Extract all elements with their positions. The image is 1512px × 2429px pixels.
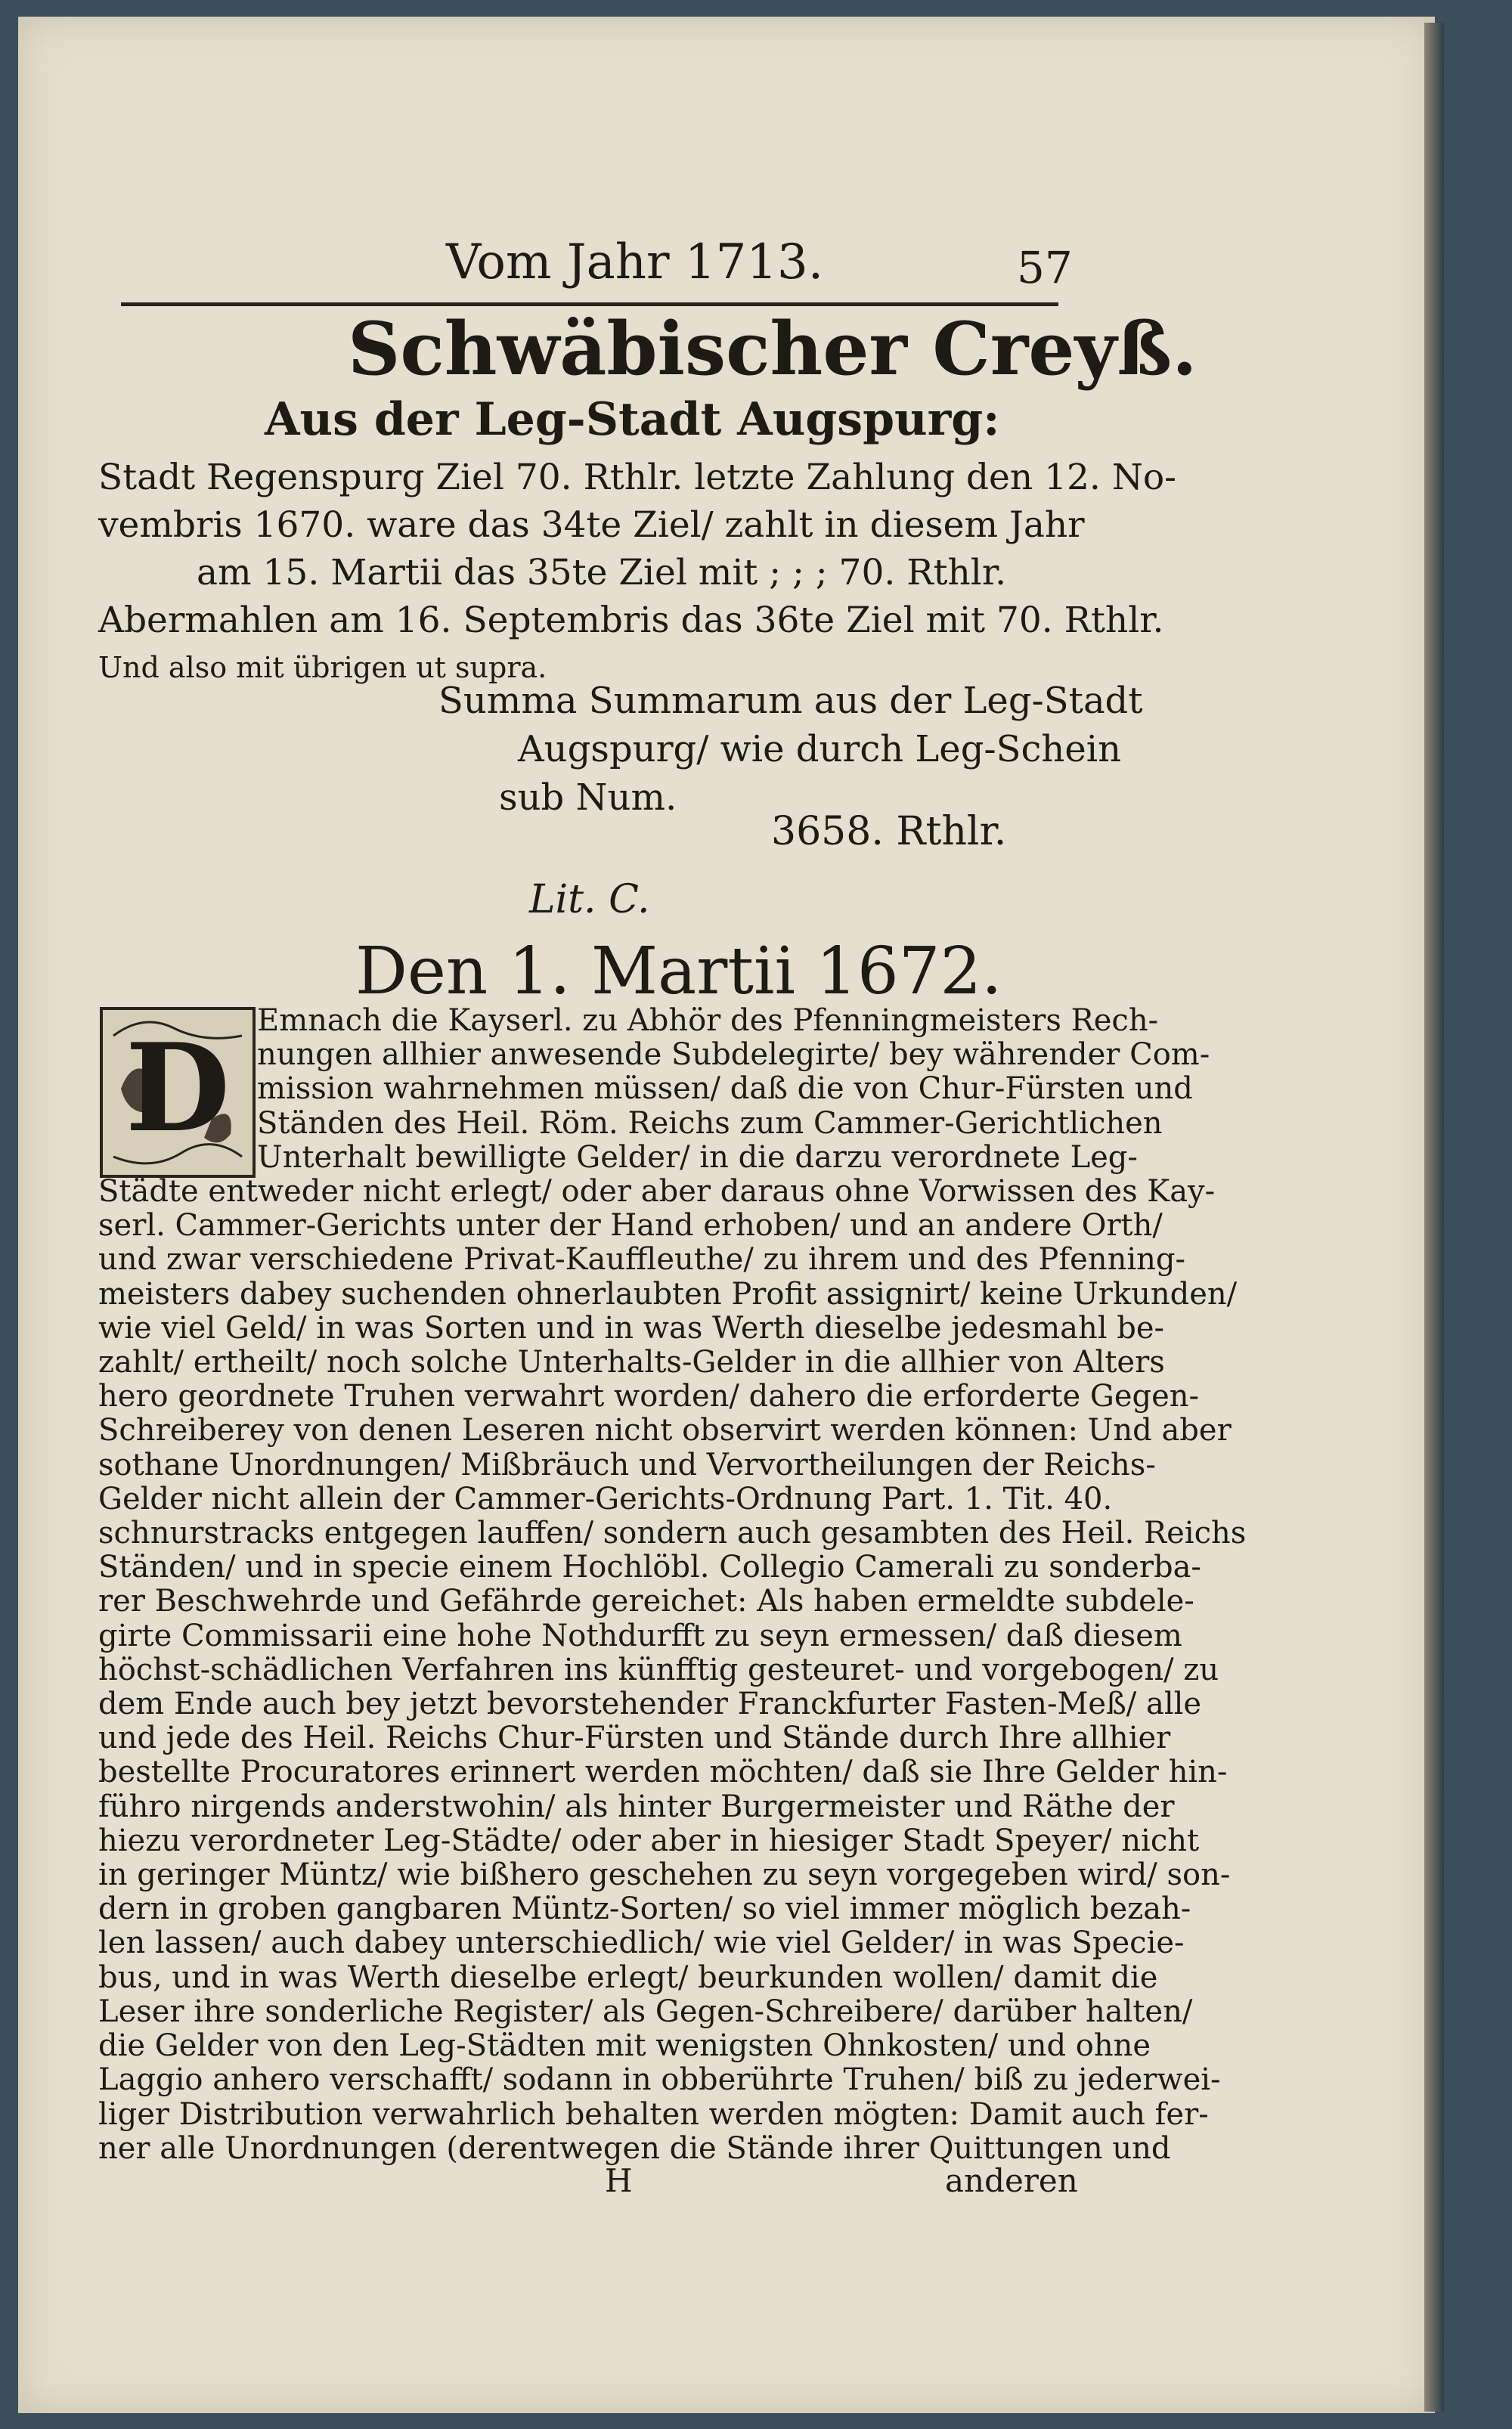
summa-line: Summa Summarum aus der Leg-Stadt (438, 680, 1143, 722)
article-line: Unterhalt bewilligte Gelder/ in die darzu verordnete Leg- (257, 1139, 1138, 1175)
article-line: Gelder nicht allein der Cammer-Gerichts-Ordnung Part. 1. Tit. 40. (98, 1481, 1113, 1517)
article-line: schnurstracks entgegen lauffen/ sondern auch gesambten des Heil. Reichs (98, 1516, 1247, 1551)
article-line: ner alle Unordnungen (derentwegen die Stände ihrer Quittungen und (98, 2130, 1171, 2166)
article-line: rer Beschwehrde und Gefährde gereichet: Als haben ermeldte subdele- (98, 1584, 1194, 1619)
article-body (98, 1003, 1247, 2166)
article-line: hiezu verordneter Leg-Städte/ oder aber in hiesiger Stadt Speyer/ nicht (98, 1823, 1200, 1858)
article-line: höchst-schädlichen Verfahren ins künfftig gesteuret- und vorgebogen/ zu (98, 1652, 1219, 1687)
article-line: serl. Cammer-Gerichts unter der Hand erhoben/ und an andere Orth/ (98, 1208, 1163, 1244)
running-title: Vom Jahr 1713. (446, 234, 824, 290)
article-line: nungen allhier anwesende Subdelegirte/ bey währender Com- (257, 1037, 1210, 1073)
article-line: meisters dabey suchenden ohnerlaubten Profit assignirt/ keine Urkunden/ (98, 1276, 1238, 1312)
article-line: dern in groben gangbaren Müntz-Sorten/ so viel immer möglich bezah- (98, 1891, 1191, 1927)
initial-letter: D (125, 1017, 231, 1159)
article-line: bus, und in was Werth dieselbe erlegt/ beurkunden wollen/ damit die (98, 1960, 1158, 1995)
summa-amount: 3658. Rthlr. (771, 809, 1007, 854)
article-line: Ständen/ und in specie einem Hochlöbl. Collegio Camerali zu sonderba- (98, 1550, 1201, 1585)
article-line: Ständen des Heil. Röm. Reichs zum Cammer-Gerichtlichen (257, 1105, 1163, 1141)
article-line: die Gelder von den Leg-Städten mit wenigsten Ohnkosten/ und ohne (98, 2028, 1151, 2064)
article-line: Laggio anhero verschafft/ sodann in obberührte Truhen/ biß zu jederwei- (98, 2062, 1221, 2098)
summa-line: Augspurg/ wie durch Leg-Schein (518, 728, 1121, 770)
article-line: dem Ende auch bey jetzt bevorstehender Franckfurter Fasten-Meß/ alle (98, 1687, 1202, 1722)
article-line: Leser ihre sonderliche Register/ als Gegen-Schreibere/ darüber halten/ (98, 1994, 1193, 2029)
entry-line: Stadt Regenspurg Ziel 70. Rthlr. letzte Zahlung den 12. No- (98, 457, 1177, 498)
running-head (121, 227, 1073, 310)
article-line: Städte entweder nicht erlegt/ oder aber daraus ohne Vorwissen des Kay- (98, 1174, 1216, 1210)
article-line: girte Commissarii eine hohe Nothdurfft zu seyn ermessen/ daß diesem (98, 1618, 1182, 1653)
article-line: hero geordnete Truhen verwahrt worden/ dahero die erforderte Gegen- (98, 1379, 1200, 1414)
entry-line: am 15. Martii das 35te Ziel mit ; ; ; 70. Rthlr. (197, 552, 1007, 593)
article-line: und jede des Heil. Reichs Chur-Fürsten und Stände durch Ihre allhier (98, 1721, 1171, 1756)
article-line: in geringer Müntz/ wie bißhero geschehen zu seyn vorgegeben wird/ son- (98, 1857, 1231, 1893)
entry-line: Und also mit übrigen ut supra. (98, 651, 547, 684)
section-title: Schwäbischer Creyß. (348, 306, 1198, 392)
article-line: liger Distribution verwahrlich behalten werden mögten: Damit auch fer- (98, 2096, 1209, 2132)
article-line: mission wahrnehmen müssen/ daß die von Chur-Fürsten und (257, 1071, 1193, 1107)
section-subtitle: Aus der Leg-Stadt Augspurg: (265, 393, 1000, 446)
article-line: bestellte Procuratores erinnert werden möchten/ daß sie Ihre Gelder hin- (98, 1755, 1228, 1790)
article-line: führo nirgends anderstwohin/ als hinter Burgermeister und Räthe der (98, 1789, 1175, 1824)
article-line: Emnach die Kayserl. zu Abhör des Pfenningmeisters Rech- (257, 1003, 1159, 1038)
article-line: Schreiberey von denen Leseren nicht observirt werden können: Und aber (98, 1413, 1232, 1448)
page-number: 57 (1017, 242, 1073, 293)
article-line: zahlt/ ertheilt/ noch solche Unterhalts-Gelder in die allhier von Alters (98, 1345, 1165, 1380)
catchword: anderen (945, 2162, 1078, 2199)
entry-line: vembris 1670. ware das 34te Ziel/ zahlt in diesem Jahr (98, 504, 1085, 546)
entry-line: Abermahlen am 16. Septembris das 36te Ziel mit 70. Rthlr. (98, 600, 1164, 641)
entry-block (98, 454, 1177, 692)
date-heading: Den 1. Martii 1672. (355, 934, 1002, 1009)
signature-mark: H (605, 2162, 633, 2199)
article-line: sothane Unordnungen/ Mißbräuch und Vervortheilungen der Reichs- (98, 1447, 1156, 1482)
article-line: len lassen/ auch dabey unterschiedlich/ wie viel Gelder/ in was Specie- (98, 1926, 1185, 1961)
summa-block (438, 677, 1143, 822)
article-line: wie viel Geld/ in was Sorten und in was Werth dieselbe jedesmahl be- (98, 1310, 1165, 1346)
lit-label: Lit. C. (529, 877, 650, 922)
summa-line: sub Num. (499, 776, 677, 819)
page-edge (1424, 23, 1444, 2412)
article-line: und zwar verschiedene Privat-Kauffleuthe/ zu ihrem und des Pfenning- (98, 1242, 1186, 1278)
